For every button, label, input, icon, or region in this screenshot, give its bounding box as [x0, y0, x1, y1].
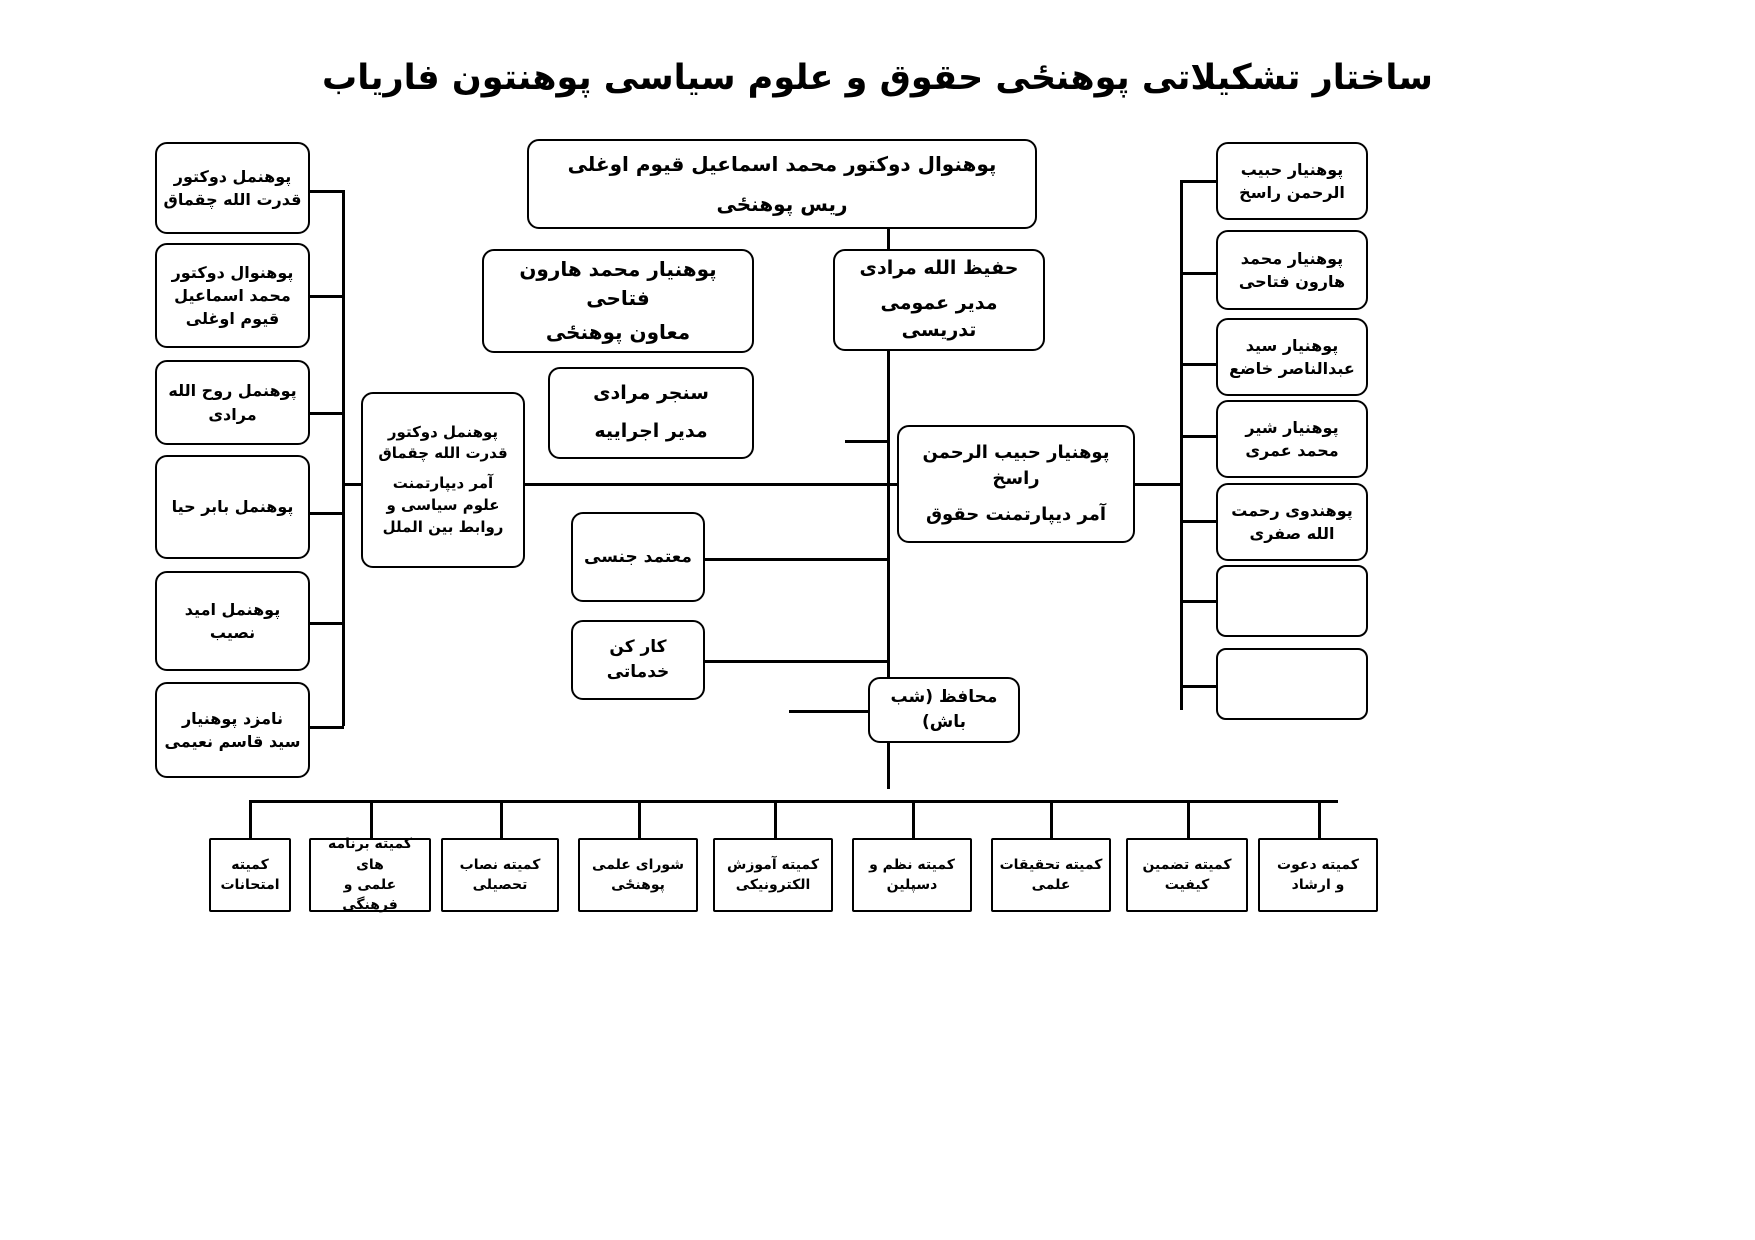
node-support-guard[interactable]	[868, 677, 1020, 743]
committee-line-1: کمیته نصاب	[459, 856, 541, 873]
committee-line-2: علمی	[1031, 877, 1071, 893]
list-item-committee[interactable]	[1258, 838, 1378, 912]
political-science-department-role-3: روابط بین الملل	[382, 517, 504, 536]
list-item-committee[interactable]	[441, 838, 559, 912]
page-title: ساختار تشکیلاتی پوهنځی حقوق و علوم سیاسی پوهنتون فاریاب	[322, 58, 1433, 98]
connector-executive-director	[845, 440, 889, 443]
connector-left-member-6	[308, 726, 344, 729]
member-line-2: محمد عمری	[1245, 441, 1339, 460]
political-science-department-name: پوهنمل دوکتور قدرت الله چقماق	[378, 422, 508, 463]
list-item-political-science-member[interactable]	[155, 142, 310, 234]
member-line-2: محمد اسماعیل	[174, 285, 291, 305]
support-staff-label: معتمد جنسی	[584, 546, 692, 567]
list-item-political-science-member[interactable]	[155, 682, 310, 778]
member-line-1: پوهنیار سید	[1245, 335, 1339, 355]
committee-line-1: کمیته نظم و	[869, 856, 955, 873]
committee-line-2: تحصیلی	[472, 877, 528, 893]
committee-line-2: پوهنځی	[611, 877, 665, 893]
connector-committee-drop-1	[1318, 800, 1321, 838]
connector-committee-drop-4	[912, 800, 915, 838]
connector-right-member-2	[1180, 272, 1216, 275]
connector-support-motamed	[705, 558, 889, 561]
connector-left-member-3	[308, 412, 344, 415]
teaching-director-role: مدیر عمومی تدریسی	[880, 291, 998, 342]
connector-committee-bus	[249, 800, 1338, 803]
member-line-2: هارون فتاحی	[1238, 272, 1346, 291]
list-item-law-member[interactable]	[1216, 142, 1368, 220]
committee-line-2: و ارشاد	[1291, 877, 1345, 893]
committee-line-2: امتحانات	[220, 877, 280, 893]
list-item-political-science-member[interactable]	[155, 455, 310, 559]
teaching-director-name: حفیظ الله مرادی	[859, 257, 1019, 279]
node-support-motamed-jensi[interactable]	[571, 512, 705, 602]
committee-line-1: کمیته آموزش	[727, 856, 819, 873]
dean-name: پوهنوال دوکتور محمد اسماعیل قیوم اوغلی	[567, 151, 997, 176]
member-line-1: پوهنمل امید	[184, 599, 281, 619]
list-item-law-member[interactable]	[1216, 483, 1368, 561]
connector-right-member-4	[1180, 435, 1216, 438]
list-item-law-member[interactable]	[1216, 648, 1368, 720]
list-item-committee[interactable]	[1126, 838, 1248, 912]
list-item-law-member[interactable]	[1216, 230, 1368, 310]
connector-left-member-2	[308, 295, 344, 298]
connector-left-member-4	[308, 512, 344, 515]
connector-left-member-5	[308, 622, 344, 625]
connector-right-member-6	[1180, 600, 1216, 603]
connector-committee-drop-9	[249, 800, 252, 838]
connector-right-member-7	[1180, 685, 1216, 688]
list-item-committee[interactable]	[209, 838, 291, 912]
law-department-role: آمر دیپارتمنت حقوق	[925, 503, 1107, 525]
node-law-department[interactable]	[897, 425, 1135, 543]
connector-right-ladder-to-dept	[1135, 483, 1181, 486]
list-item-political-science-member[interactable]	[155, 360, 310, 445]
member-line-1: پوهنیار محمد	[1240, 248, 1344, 268]
member-line-1: پوهنیار شیر	[1245, 417, 1339, 437]
connector-committee-drop-5	[774, 800, 777, 838]
connector-left-member-1	[308, 190, 344, 193]
list-item-law-member[interactable]	[1216, 565, 1368, 637]
vice-dean-role: معاون پوهنځی	[545, 320, 691, 344]
member-line-2: سید قاسم نعیمی	[164, 732, 301, 751]
list-item-committee[interactable]	[713, 838, 833, 912]
support-staff-label: محافظ (شب باش)	[890, 687, 998, 732]
member-line-1: پوهندوی رحمت	[1231, 500, 1353, 520]
connector-committee-drop-2	[1187, 800, 1190, 838]
committee-line-1: کمیته تضمین	[1142, 856, 1232, 873]
political-science-department-role-1: آمر دیپارتمنت	[392, 474, 494, 493]
committee-line-2: الکترونیکی	[735, 877, 811, 893]
member-line-1: نامزد پوهنیار	[181, 708, 284, 728]
law-department-name: پوهنیار حبیب الرحمن راسخ	[922, 441, 1110, 489]
connector-support-service	[705, 660, 889, 663]
political-science-department-role-2: علوم سیاسی و	[386, 496, 500, 514]
committee-line-1: کمیته	[231, 856, 269, 873]
connector-right-member-3	[1180, 363, 1216, 366]
committee-line-2: علمی و فرهنگی	[342, 877, 398, 914]
list-item-political-science-member[interactable]	[155, 243, 310, 348]
committee-line-2: دسپلین	[886, 877, 938, 893]
node-executive-director[interactable]	[548, 367, 754, 459]
list-item-political-science-member[interactable]	[155, 571, 310, 671]
node-vice-dean[interactable]	[482, 249, 754, 353]
connector-right-ladder-spine	[1180, 180, 1183, 710]
list-item-committee[interactable]	[578, 838, 698, 912]
node-dean[interactable]	[527, 139, 1037, 229]
node-political-science-department[interactable]	[361, 392, 525, 568]
list-item-committee[interactable]	[852, 838, 972, 912]
committee-line-2: کیفیت	[1164, 877, 1210, 893]
connector-right-member-5	[1180, 520, 1216, 523]
connector-left-ladder-spine	[342, 190, 345, 726]
committee-line-1: شورای علمی	[592, 856, 684, 873]
member-line-2: عبدالناصر خاضع	[1229, 359, 1355, 378]
vice-dean-name: پوهنیار محمد هارون فتاحی	[519, 257, 717, 310]
list-item-law-member[interactable]	[1216, 318, 1368, 396]
member-line-2: الله صفری	[1249, 524, 1335, 543]
support-staff-label: کار کن خدماتی	[606, 637, 670, 682]
committee-line-1: کمیته تحقیقات	[999, 856, 1103, 873]
committee-line-1: کمیته برنامه های	[328, 836, 412, 873]
dean-role: ریس پوهنځی	[716, 191, 848, 216]
list-item-law-member[interactable]	[1216, 400, 1368, 478]
executive-director-name: سنجر مرادی	[593, 382, 709, 405]
member-line-2: نصیب	[209, 623, 256, 642]
member-line-1: پوهنمل دوکتور	[173, 166, 292, 186]
executive-director-role: مدیر اجراییه	[594, 420, 708, 443]
connector-political-science-department	[525, 483, 889, 486]
member-line-1: پوهنیار حبیب	[1240, 159, 1344, 179]
member-line-3: قیوم اوغلی	[185, 309, 280, 329]
member-line-2: الرحمن راسخ	[1239, 183, 1345, 202]
committee-line-1: کمیته دعوت	[1277, 856, 1359, 873]
connector-committee-drop-8	[370, 800, 373, 838]
node-support-service-worker[interactable]	[571, 620, 705, 700]
connector-committee-drop-3	[1050, 800, 1053, 838]
list-item-committee[interactable]	[991, 838, 1111, 912]
member-line-2: قدرت الله چقماق	[163, 190, 302, 209]
member-line-1: پوهنمل روح الله	[168, 381, 297, 401]
connector-committee-drop-7	[500, 800, 503, 838]
member-line-1: پوهنوال دوکتور	[171, 262, 294, 282]
list-item-committee[interactable]	[309, 838, 431, 912]
node-teaching-director[interactable]	[833, 249, 1045, 351]
connector-committee-drop-6	[638, 800, 641, 838]
connector-right-member-1	[1180, 180, 1216, 183]
member-line-1: پوهنمل بابر حیا	[171, 497, 294, 517]
member-line-2: مرادی	[208, 404, 257, 424]
